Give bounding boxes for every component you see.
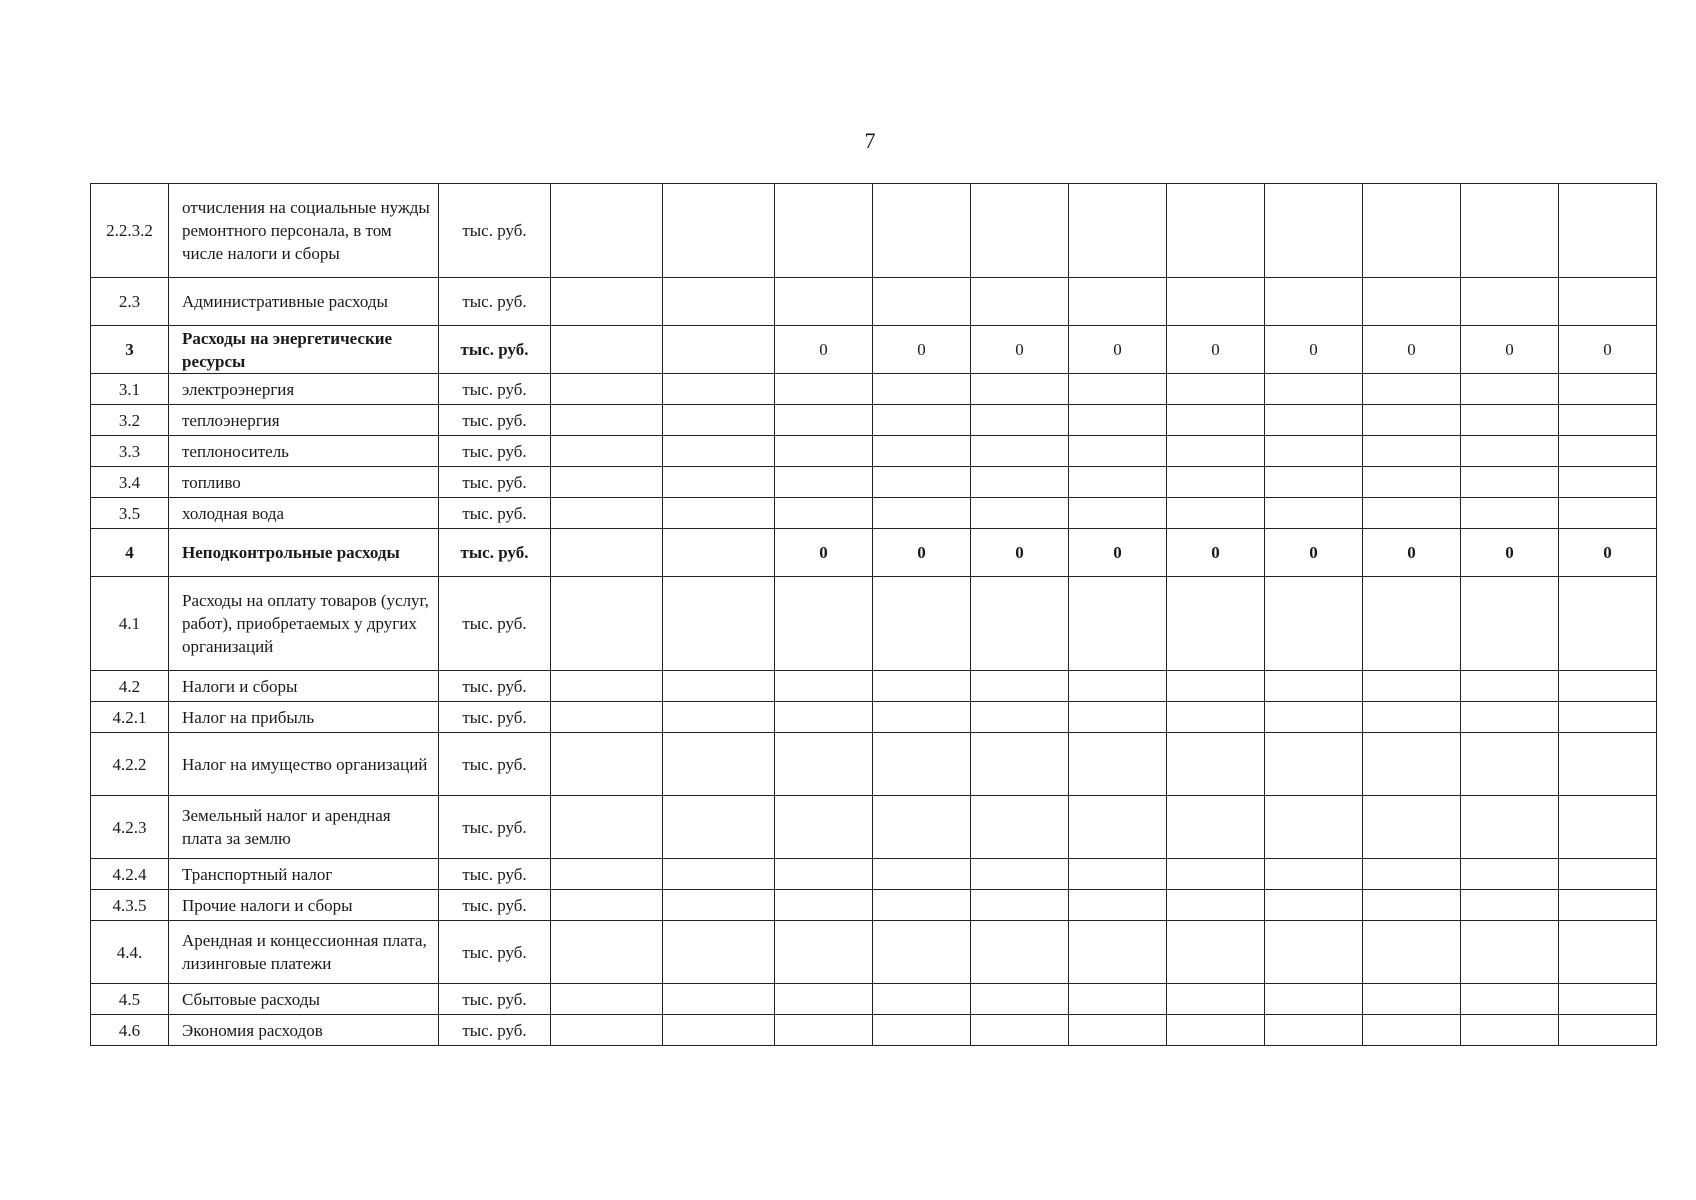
table-row [91, 278, 1657, 326]
value-cell [1559, 890, 1657, 921]
value-cell [775, 405, 873, 436]
value-cell [1363, 467, 1461, 498]
value-cell [663, 498, 775, 529]
value-cell [971, 1015, 1069, 1046]
row-name: Налоги и сборы [169, 671, 439, 702]
value-cell [775, 702, 873, 733]
value-cell [1363, 436, 1461, 467]
row-unit: тыс. руб. [439, 859, 551, 890]
value-cell [551, 733, 663, 796]
value-cell [1265, 467, 1363, 498]
row-number: 3.5 [91, 498, 169, 529]
row-name: Транспортный налог [169, 859, 439, 890]
value-cell [1167, 702, 1265, 733]
row-number: 3.4 [91, 467, 169, 498]
value-cell [873, 702, 971, 733]
value-cell [971, 796, 1069, 859]
value-cell [1265, 890, 1363, 921]
value-cell [1265, 733, 1363, 796]
value-cell [1363, 184, 1461, 278]
value-cell [1069, 1015, 1167, 1046]
table-row [91, 326, 1657, 374]
value-cell [873, 184, 971, 278]
row-name: Расходы на энергетические ресурсы [169, 326, 439, 374]
row-number: 3.1 [91, 374, 169, 405]
value-cell [1363, 921, 1461, 984]
row-unit: тыс. руб. [439, 405, 551, 436]
value-cell: 0 [873, 529, 971, 577]
value-cell [775, 467, 873, 498]
row-name: Прочие налоги и сборы [169, 890, 439, 921]
value-cell [663, 921, 775, 984]
value-cell [775, 184, 873, 278]
value-cell [1167, 405, 1265, 436]
value-cell [663, 326, 775, 374]
value-cell [873, 374, 971, 405]
row-number: 4.2.3 [91, 796, 169, 859]
row-number: 4.4. [91, 921, 169, 984]
table-row [91, 374, 1657, 405]
value-cell [873, 859, 971, 890]
row-unit: тыс. руб. [439, 984, 551, 1015]
row-number: 4.5 [91, 984, 169, 1015]
value-cell [971, 278, 1069, 326]
value-cell [551, 467, 663, 498]
value-cell [775, 498, 873, 529]
value-cell [873, 890, 971, 921]
value-cell [775, 890, 873, 921]
value-cell [1265, 859, 1363, 890]
value-cell [551, 671, 663, 702]
value-cell [1461, 671, 1559, 702]
value-cell [1069, 859, 1167, 890]
row-unit: тыс. руб. [439, 529, 551, 577]
row-name: теплоэнергия [169, 405, 439, 436]
row-name: Экономия расходов [169, 1015, 439, 1046]
value-cell [663, 184, 775, 278]
value-cell [1069, 921, 1167, 984]
value-cell [775, 984, 873, 1015]
row-name: Расходы на оплату товаров (услуг, работ), приобретаемых у других организаций [169, 577, 439, 671]
table-row [91, 436, 1657, 467]
table-row [91, 733, 1657, 796]
row-number: 2.2.3.2 [91, 184, 169, 278]
row-name: Налог на прибыль [169, 702, 439, 733]
value-cell [1069, 374, 1167, 405]
table-row [91, 577, 1657, 671]
value-cell [873, 984, 971, 1015]
value-cell [971, 859, 1069, 890]
value-cell [663, 436, 775, 467]
value-cell [775, 671, 873, 702]
row-number: 4.6 [91, 1015, 169, 1046]
value-cell [971, 733, 1069, 796]
value-cell [1069, 577, 1167, 671]
value-cell [873, 498, 971, 529]
value-cell [1265, 984, 1363, 1015]
value-cell [971, 577, 1069, 671]
value-cell [1265, 577, 1363, 671]
value-cell [1363, 984, 1461, 1015]
value-cell [1167, 436, 1265, 467]
row-unit: тыс. руб. [439, 890, 551, 921]
value-cell [971, 921, 1069, 984]
value-cell [775, 374, 873, 405]
value-cell [663, 467, 775, 498]
value-cell [1069, 796, 1167, 859]
value-cell [1265, 374, 1363, 405]
value-cell: 0 [1069, 529, 1167, 577]
value-cell [663, 1015, 775, 1046]
row-name: отчисления на социальные нужды ремонтного персонала, в том числе налоги и сборы [169, 184, 439, 278]
value-cell [1167, 577, 1265, 671]
table-row [91, 671, 1657, 702]
value-cell [663, 577, 775, 671]
value-cell [1461, 984, 1559, 1015]
value-cell [1461, 405, 1559, 436]
value-cell [1363, 859, 1461, 890]
value-cell [971, 890, 1069, 921]
value-cell: 0 [1069, 326, 1167, 374]
row-unit: тыс. руб. [439, 577, 551, 671]
value-cell [775, 577, 873, 671]
value-cell [971, 467, 1069, 498]
value-cell [1167, 733, 1265, 796]
value-cell [1461, 374, 1559, 405]
value-cell [1069, 984, 1167, 1015]
value-cell [1069, 436, 1167, 467]
value-cell [551, 498, 663, 529]
value-cell [1559, 733, 1657, 796]
value-cell: 0 [873, 326, 971, 374]
value-cell [873, 467, 971, 498]
value-cell [1363, 702, 1461, 733]
row-number: 3.2 [91, 405, 169, 436]
value-cell: 0 [1265, 326, 1363, 374]
value-cell [551, 326, 663, 374]
row-number: 3.3 [91, 436, 169, 467]
value-cell [1069, 671, 1167, 702]
row-name: теплоноситель [169, 436, 439, 467]
table-row [91, 1015, 1657, 1046]
value-cell [1559, 984, 1657, 1015]
value-cell [1265, 405, 1363, 436]
table-row [91, 859, 1657, 890]
value-cell: 0 [1363, 326, 1461, 374]
value-cell [1363, 498, 1461, 529]
value-cell [1265, 278, 1363, 326]
value-cell: 0 [971, 529, 1069, 577]
row-unit: тыс. руб. [439, 326, 551, 374]
value-cell [775, 796, 873, 859]
value-cell [1069, 498, 1167, 529]
row-unit: тыс. руб. [439, 1015, 551, 1046]
value-cell [551, 374, 663, 405]
value-cell: 0 [1461, 326, 1559, 374]
value-cell [873, 278, 971, 326]
value-cell [551, 184, 663, 278]
value-cell: 0 [1265, 529, 1363, 577]
value-cell [1069, 467, 1167, 498]
value-cell [1363, 890, 1461, 921]
table-row [91, 467, 1657, 498]
table-row [91, 921, 1657, 984]
value-cell [551, 436, 663, 467]
value-cell [1069, 733, 1167, 796]
row-unit: тыс. руб. [439, 921, 551, 984]
table-row [91, 702, 1657, 733]
value-cell [1167, 278, 1265, 326]
value-cell [1265, 436, 1363, 467]
value-cell [1167, 890, 1265, 921]
value-cell [971, 984, 1069, 1015]
value-cell [663, 405, 775, 436]
value-cell [1559, 796, 1657, 859]
value-cell [971, 405, 1069, 436]
row-name: Арендная и концессионная плата, лизинговые платежи [169, 921, 439, 984]
value-cell [1363, 733, 1461, 796]
value-cell [873, 1015, 971, 1046]
value-cell [1461, 859, 1559, 890]
row-unit: тыс. руб. [439, 436, 551, 467]
value-cell [1559, 577, 1657, 671]
value-cell [1069, 890, 1167, 921]
value-cell: 0 [1559, 326, 1657, 374]
value-cell [1559, 498, 1657, 529]
row-name: Административные расходы [169, 278, 439, 326]
value-cell: 0 [775, 529, 873, 577]
value-cell [1069, 405, 1167, 436]
value-cell [551, 405, 663, 436]
value-cell: 0 [775, 326, 873, 374]
row-unit: тыс. руб. [439, 467, 551, 498]
value-cell [1461, 702, 1559, 733]
value-cell [1363, 374, 1461, 405]
row-number: 3 [91, 326, 169, 374]
table-row [91, 890, 1657, 921]
value-cell [1461, 467, 1559, 498]
value-cell [1167, 859, 1265, 890]
value-cell [551, 1015, 663, 1046]
row-name: Налог на имущество организаций [169, 733, 439, 796]
value-cell [1461, 278, 1559, 326]
row-unit: тыс. руб. [439, 278, 551, 326]
row-unit: тыс. руб. [439, 733, 551, 796]
value-cell [1559, 405, 1657, 436]
row-unit: тыс. руб. [439, 796, 551, 859]
value-cell [663, 278, 775, 326]
value-cell [1559, 671, 1657, 702]
value-cell [1069, 278, 1167, 326]
value-cell [1559, 436, 1657, 467]
value-cell: 0 [1167, 326, 1265, 374]
value-cell [1167, 984, 1265, 1015]
value-cell: 0 [1559, 529, 1657, 577]
table-row [91, 498, 1657, 529]
row-number: 4.2.2 [91, 733, 169, 796]
row-name: холодная вода [169, 498, 439, 529]
value-cell [1265, 671, 1363, 702]
value-cell [1265, 796, 1363, 859]
value-cell [1559, 184, 1657, 278]
value-cell [1265, 184, 1363, 278]
value-cell [551, 796, 663, 859]
value-cell [663, 796, 775, 859]
value-cell [551, 529, 663, 577]
row-unit: тыс. руб. [439, 702, 551, 733]
table-row [91, 184, 1657, 278]
value-cell [663, 890, 775, 921]
value-cell: 0 [1167, 529, 1265, 577]
value-cell [1167, 374, 1265, 405]
value-cell [873, 436, 971, 467]
value-cell [551, 859, 663, 890]
value-cell [1167, 498, 1265, 529]
value-cell [1559, 467, 1657, 498]
value-cell [1559, 921, 1657, 984]
value-cell [1461, 577, 1559, 671]
value-cell [1363, 796, 1461, 859]
value-cell [971, 702, 1069, 733]
row-unit: тыс. руб. [439, 184, 551, 278]
row-unit: тыс. руб. [439, 498, 551, 529]
value-cell [1167, 467, 1265, 498]
value-cell: 0 [1461, 529, 1559, 577]
row-number: 4.3.5 [91, 890, 169, 921]
row-unit: тыс. руб. [439, 374, 551, 405]
value-cell [551, 278, 663, 326]
value-cell [775, 278, 873, 326]
table-row [91, 405, 1657, 436]
value-cell [775, 921, 873, 984]
value-cell [1559, 278, 1657, 326]
value-cell [663, 702, 775, 733]
row-number: 4.1 [91, 577, 169, 671]
value-cell [1363, 1015, 1461, 1046]
value-cell [663, 374, 775, 405]
value-cell [873, 577, 971, 671]
value-cell [551, 702, 663, 733]
row-name: Неподконтрольные расходы [169, 529, 439, 577]
value-cell [1559, 1015, 1657, 1046]
table-row [91, 529, 1657, 577]
value-cell [873, 671, 971, 702]
value-cell [551, 921, 663, 984]
value-cell [1363, 577, 1461, 671]
value-cell [1559, 702, 1657, 733]
value-cell [1363, 405, 1461, 436]
value-cell [1265, 1015, 1363, 1046]
row-name: Сбытовые расходы [169, 984, 439, 1015]
table-row [91, 984, 1657, 1015]
row-number: 4.2.4 [91, 859, 169, 890]
page-number: 7 [864, 128, 876, 153]
value-cell [1265, 498, 1363, 529]
value-cell [1461, 436, 1559, 467]
value-cell [873, 796, 971, 859]
row-unit: тыс. руб. [439, 671, 551, 702]
value-cell [775, 436, 873, 467]
value-cell [1559, 374, 1657, 405]
value-cell [1461, 184, 1559, 278]
value-cell [1167, 796, 1265, 859]
value-cell [971, 436, 1069, 467]
value-cell [971, 184, 1069, 278]
row-number: 2.3 [91, 278, 169, 326]
value-cell [1265, 702, 1363, 733]
value-cell [971, 671, 1069, 702]
value-cell [1461, 796, 1559, 859]
value-cell [873, 405, 971, 436]
value-cell [1461, 733, 1559, 796]
value-cell [1461, 890, 1559, 921]
value-cell [873, 733, 971, 796]
value-cell [1167, 1015, 1265, 1046]
value-cell [1461, 921, 1559, 984]
value-cell [873, 921, 971, 984]
value-cell [551, 577, 663, 671]
budget-table [90, 183, 1657, 1046]
row-name: электроэнергия [169, 374, 439, 405]
value-cell [1461, 498, 1559, 529]
row-number: 4.2 [91, 671, 169, 702]
value-cell [551, 890, 663, 921]
value-cell [663, 859, 775, 890]
value-cell [775, 733, 873, 796]
value-cell [1069, 184, 1167, 278]
value-cell [1461, 1015, 1559, 1046]
value-cell [1559, 859, 1657, 890]
value-cell [663, 529, 775, 577]
row-name: топливо [169, 467, 439, 498]
value-cell [775, 859, 873, 890]
value-cell [663, 733, 775, 796]
value-cell [663, 671, 775, 702]
value-cell: 0 [1363, 529, 1461, 577]
row-name: Земельный налог и арендная плата за землю [169, 796, 439, 859]
value-cell [1167, 671, 1265, 702]
value-cell [1167, 184, 1265, 278]
row-number: 4 [91, 529, 169, 577]
value-cell [1069, 702, 1167, 733]
value-cell [1265, 921, 1363, 984]
value-cell [971, 374, 1069, 405]
value-cell [775, 1015, 873, 1046]
value-cell: 0 [971, 326, 1069, 374]
value-cell [1363, 278, 1461, 326]
value-cell [1363, 671, 1461, 702]
value-cell [551, 984, 663, 1015]
table-row [91, 796, 1657, 859]
value-cell [1167, 921, 1265, 984]
value-cell [663, 984, 775, 1015]
value-cell [971, 498, 1069, 529]
row-number: 4.2.1 [91, 702, 169, 733]
